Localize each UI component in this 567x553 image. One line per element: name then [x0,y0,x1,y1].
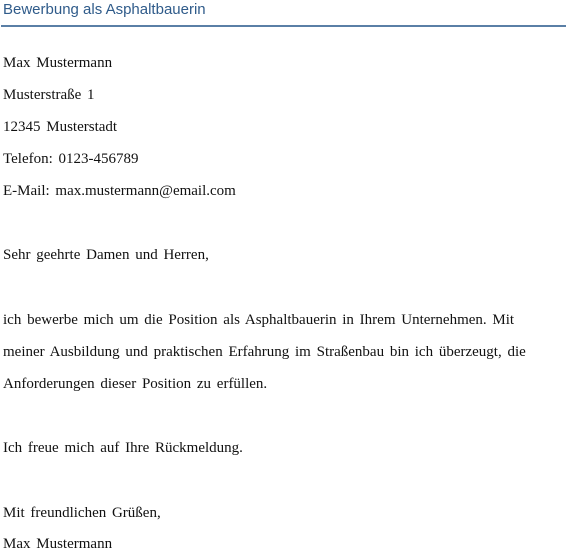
signature-name: Max Mustermann [3,536,113,552]
sender-phone: Telefon: 0123-456789 [3,151,139,167]
salutation: Sehr geehrte Damen und Herren, [3,247,209,263]
sender-city: 12345 Musterstadt [3,119,118,135]
document-title: Bewerbung als Asphaltbauerin [3,1,206,18]
body-line: meiner Ausbildung und praktischen Erfahrung im Straßenbau bin ich überzeugt, die [3,344,526,360]
sender-name: Max Mustermann [3,55,113,71]
body-line: Anforderungen dieser Position zu erfüllen. [3,376,268,392]
closing-sentence: Ich freue mich auf Ihre Rückmeldung. [3,440,243,456]
sender-street: Musterstraße 1 [3,87,95,103]
body-line: ich bewerbe mich um die Position als Asphaltbauerin in Ihrem Unternehmen. Mit [3,312,515,328]
sign-off: Mit freundlichen Grüßen, [3,505,161,521]
sender-email: E-Mail: max.mustermann@email.com [3,183,236,199]
title-underline [1,25,566,27]
